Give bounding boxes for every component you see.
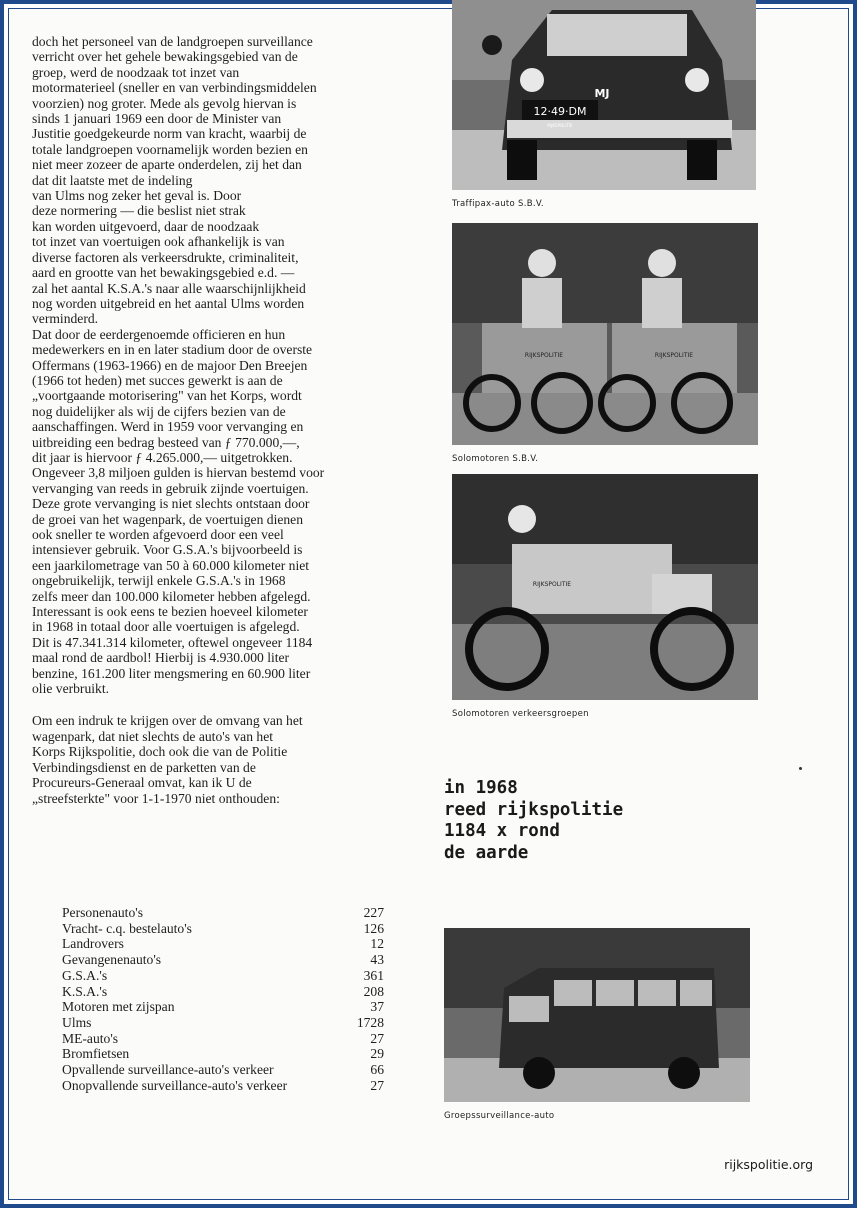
text-line: verricht over het gehele bewakingsgebied van de bbox=[32, 49, 298, 65]
vehicle-type: Motoren met zijspan bbox=[62, 999, 175, 1015]
text-line: van Ulms nog zeker het geval is. Door bbox=[32, 188, 242, 204]
text-line: Ongeveer 3,8 miljoen gulden is hiervan bestemd voor bbox=[32, 465, 325, 481]
table-row bbox=[62, 1015, 384, 1031]
caption-groepssurveillance: Groepssurveillance-auto bbox=[444, 1111, 555, 1121]
vehicle-count: 29 bbox=[370, 1046, 384, 1062]
vehicle-count: 12 bbox=[370, 936, 384, 952]
vehicle-type: K.S.A.'s bbox=[62, 983, 108, 999]
text-line: Deze grote vervanging is niet slechts ontstaan door bbox=[32, 496, 310, 512]
vehicle-count: 37 bbox=[370, 999, 384, 1015]
text-line: Dit is 47.341.314 kilometer, oftewel ongeveer 1184 bbox=[32, 634, 313, 650]
vehicle-table bbox=[62, 905, 384, 1093]
headline bbox=[444, 778, 623, 864]
text-line: Procureurs-Generaal omvat, kan ik U de bbox=[32, 775, 252, 791]
vehicle-count: 361 bbox=[363, 967, 384, 983]
table-row bbox=[62, 1046, 384, 1062]
text-line: voorzien) nog groter. Mede als gevolg hiervan is bbox=[32, 95, 297, 111]
headline-line: de aarde bbox=[444, 842, 529, 863]
text-line: benzine, 161.200 liter mengsmering en 60.900 liter bbox=[32, 665, 311, 681]
text-line: de groei van het wagenpark, de voertuigen dienen bbox=[32, 511, 304, 527]
text-line: sinds 1 januari 1969 een door de Minister van bbox=[32, 111, 282, 127]
article-intro-table bbox=[32, 713, 394, 805]
text-line: in 1968 in totaal door alle voertuigen is afgelegd. bbox=[32, 619, 300, 635]
table-row bbox=[62, 968, 384, 984]
text-line: verminderd. bbox=[32, 311, 99, 327]
vehicle-count: 27 bbox=[370, 1030, 384, 1046]
headline-line: 1184 x rond bbox=[444, 821, 560, 841]
vehicle-type: Ulms bbox=[62, 1014, 92, 1030]
table-row bbox=[62, 921, 384, 937]
text-line: aanschaffingen. Werd in 1959 voor vervanging en bbox=[32, 419, 304, 435]
text-line: een jaarkilometrage van 50 à 60.000 kilometer niet bbox=[32, 557, 310, 573]
text-line: Interessant is ook eens te bezien hoeveel kilometer bbox=[32, 604, 308, 620]
text-line: zelfs meer dan 100.000 kilometer hebben afgelegd. bbox=[32, 588, 311, 604]
text-line: medewerkers en in en later stadium door de overste bbox=[32, 342, 313, 358]
table-row bbox=[62, 984, 384, 1000]
photo-solomotoren-sbv bbox=[452, 223, 758, 445]
photo-groepssurveillance-auto bbox=[444, 928, 750, 1102]
text-line: maal rond de aardbol! Hierbij is 4.930.000 liter bbox=[32, 650, 290, 666]
text-line: Korps Rijkspolitie, doch ook die van de Politie bbox=[32, 744, 288, 760]
text-line: „streefsterkte" voor 1-1-1970 niet onthouden: bbox=[32, 790, 280, 806]
text-line: intensiever gebruik. Voor G.S.A.'s bijvoorbeeld is bbox=[32, 542, 303, 558]
text-line: ongebruikelijk, terwijl enkele G.S.A.'s in 1968 bbox=[32, 573, 286, 589]
vehicle-type: Gevangenenauto's bbox=[62, 952, 162, 968]
text-line: nog worden uitgebreid en het aantal Ulms worden bbox=[32, 295, 305, 311]
text-line: dat dit laatste met de indeling bbox=[32, 172, 193, 188]
caption-solomotoren-verkeersgroepen: Solomotoren verkeersgroepen bbox=[452, 709, 589, 719]
text-line: dit jaar is hiervoor ƒ 4.265.000,— uitgetrokken. bbox=[32, 449, 293, 465]
vehicle-type: Bromfietsen bbox=[62, 1046, 130, 1062]
text-line: kan worden uitgevoerd, daar de noodzaak bbox=[32, 218, 260, 234]
text-line: Verbindingsdienst en de parketten van de bbox=[32, 759, 256, 775]
vehicle-count: 27 bbox=[370, 1077, 384, 1093]
text-line: niet meer zozeer de aparte onderdelen, zij het dan bbox=[32, 157, 302, 173]
vehicle-count: 43 bbox=[370, 952, 384, 968]
text-line: diverse factoren als verkeersdrukte, criminaliteit, bbox=[32, 249, 299, 265]
fairing-text-right: RIJKSPOLITIE bbox=[654, 352, 694, 359]
table-row bbox=[62, 952, 384, 968]
text-line: aard en grootte van het bewakingsgebied e.d. — bbox=[32, 265, 295, 281]
vehicle-type: Landrovers bbox=[62, 936, 124, 952]
text-line: wagenpark, dat niet slechts de auto's van het bbox=[32, 728, 274, 744]
text-line: deze normering — die beslist niet strak bbox=[32, 203, 246, 219]
vehicle-type: ME-auto's bbox=[62, 1030, 119, 1046]
text-line: Justitie goedgekeurde norm van kracht, waarbij de bbox=[32, 126, 307, 142]
vehicle-type: G.S.A.'s bbox=[62, 967, 108, 983]
table-row bbox=[62, 1031, 384, 1047]
license-plate-sub: RIJKSPOLITIE bbox=[547, 123, 573, 128]
fairing-text-left: RIJKSPOLITIE bbox=[524, 352, 564, 359]
text-line: nog duidelijker als wij de cijfers bezien van de bbox=[32, 403, 286, 419]
footer-site: rijkspolitie.org bbox=[724, 1157, 813, 1172]
table-row bbox=[62, 936, 384, 952]
text-line: motormaterieel (sneller en van verbindingsmiddelen bbox=[32, 80, 317, 96]
text-line: ook sneller te worden afgevoerd door een veel bbox=[32, 527, 284, 542]
text-line: Offermans (1963-1966) en de majoor Den Breejen bbox=[32, 357, 308, 373]
article-column bbox=[32, 34, 394, 806]
caption-solomotoren-sbv: Solomotoren S.B.V. bbox=[452, 454, 539, 464]
license-plate: 12·49·DM bbox=[533, 105, 587, 118]
fairing-text: RIJKSPOLITIE bbox=[532, 581, 572, 588]
text-line: Dat door de eerdergenoemde officieren en hun bbox=[32, 326, 286, 342]
text-line: (1966 tot heden) met succes gewerkt is aan de bbox=[32, 372, 283, 388]
vehicle-type: Vracht- c.q. bestelauto's bbox=[62, 920, 192, 936]
vehicle-count: 227 bbox=[363, 905, 384, 920]
vehicle-type: Onopvallende surveillance-auto's verkeer bbox=[62, 1077, 288, 1093]
vehicle-type: Opvallende surveillance-auto's verkeer bbox=[62, 1062, 274, 1078]
text-line: tot inzet van voertuigen ook afhankelijk is van bbox=[32, 234, 285, 250]
table-row bbox=[62, 999, 384, 1015]
text-line: uitbreiding een bedrag besteed van ƒ 770.000,—, bbox=[32, 434, 300, 450]
text-line: „voortgaande motorisering" van het Korps, wordt bbox=[32, 388, 302, 404]
headline-line: in 1968 bbox=[444, 778, 518, 798]
speck bbox=[799, 767, 802, 770]
vehicle-count: 208 bbox=[363, 983, 384, 999]
photo-traffipax-car bbox=[452, 0, 756, 190]
table-row bbox=[62, 1078, 384, 1094]
text-line: olie verbruikt. bbox=[32, 681, 110, 697]
vehicle-count: 66 bbox=[370, 1062, 384, 1078]
photo-solomotoren-verkeersgroepen bbox=[452, 474, 758, 700]
headline-line: reed rijkspolitie bbox=[444, 799, 624, 820]
text-line: totale landgroepen voornamelijk worden bezien en bbox=[32, 141, 308, 157]
vehicle-count: 126 bbox=[363, 920, 384, 936]
table-row bbox=[62, 905, 384, 921]
text-line: vervanging van reeds in gebruik zijnde voertuigen. bbox=[32, 480, 309, 496]
table-row bbox=[62, 1062, 384, 1078]
vehicle-type: Personenauto's bbox=[62, 905, 143, 920]
vehicle-count: 1728 bbox=[356, 1014, 384, 1030]
article-body bbox=[32, 34, 394, 696]
text-line: groep, werd de noodzaak tot inzet van bbox=[32, 64, 240, 80]
text-line: Om een indruk te krijgen over de omvang van het bbox=[32, 713, 303, 729]
caption-traffipax: Traffipax-auto S.B.V. bbox=[452, 199, 544, 209]
text-line: zal het aantal K.S.A.'s naar alle waarschijnlijkheid bbox=[32, 280, 306, 296]
car-badge: MJ bbox=[594, 87, 610, 100]
text-line: doch het personeel van de landgroepen surveillance bbox=[32, 34, 313, 49]
